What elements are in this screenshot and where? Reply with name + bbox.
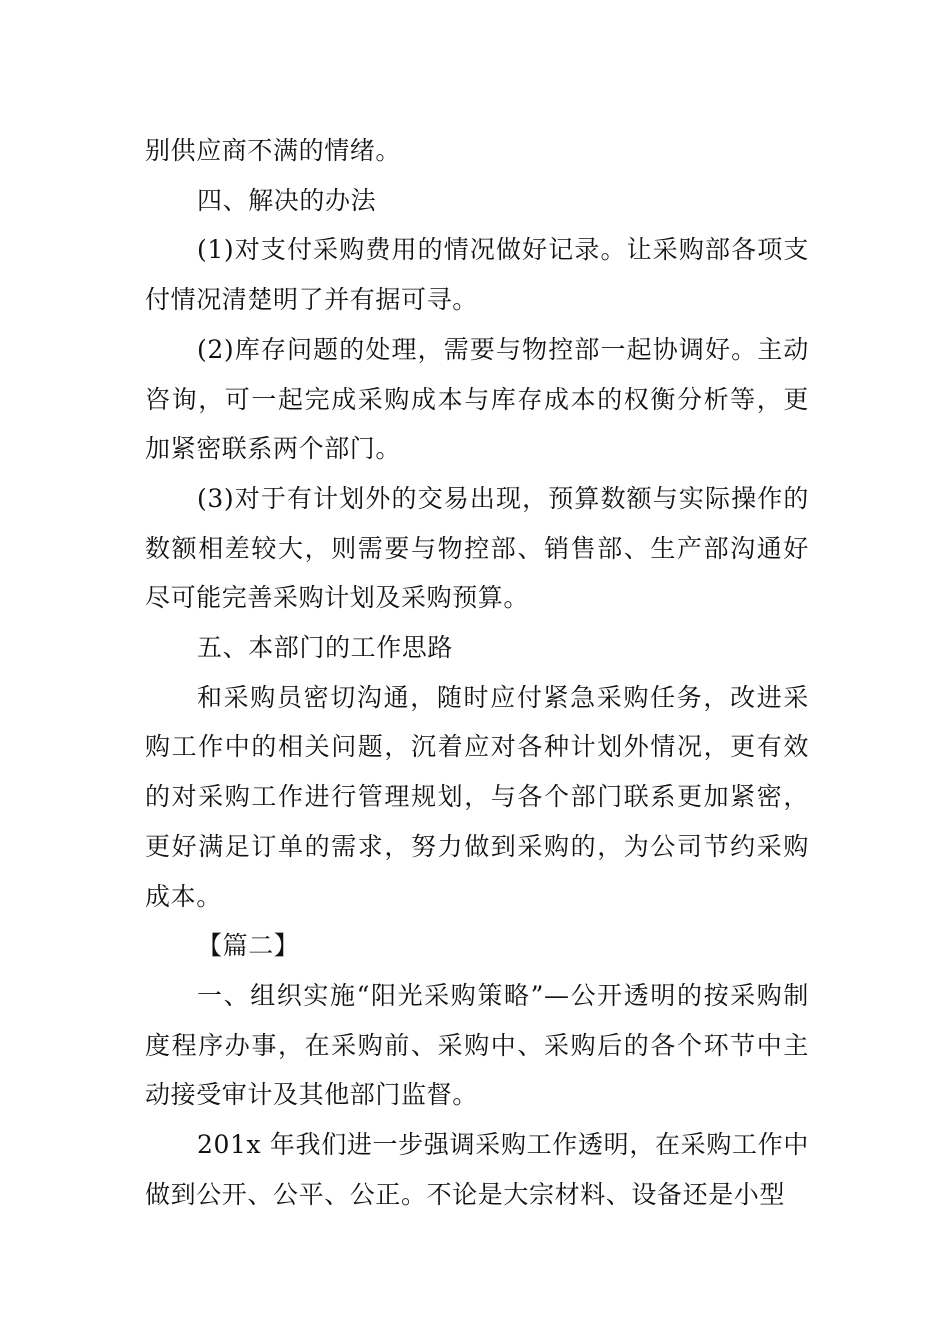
section-heading-work-ideas: 五、本部门的工作思路 — [197, 633, 454, 663]
document-body — [145, 126, 809, 1219]
paragraph-sunshine-procurement: 一、组织实施“阳光采购策略”—公开透明的按采购制度程序办事，在采购前、采购中、采购后的各个环节中主动接受审计及其他部门监督。 — [145, 980, 809, 1110]
paragraph-continuation: 别供应商不满的情绪。 — [145, 136, 402, 165]
part-two-heading: 【篇二】 — [197, 931, 300, 961]
paragraph-transparency: 201x 年我们进一步强调采购工作透明，在采购工作中做到公开、公平、公正。不论是大宗材料、设备还是小型 — [145, 1130, 809, 1209]
paragraph-work-ideas: 和采购员密切沟通，随时应付紧急采购任务，改进采购工作中的相关问题，沉着应对各种计划外情况，更有效的对采购工作进行管理规划，与各个部门联系更加紧密，更好满足订单的需求，努力做到采购的，为公司节约采购成本。 — [145, 682, 809, 911]
section-heading-solutions: 四、解决的办法 — [197, 185, 377, 215]
paragraph-item-2: (2)库存问题的处理，需要与物控部一起协调好。主动咨询，可一起完成采购成本与库存成本的权衡分析等，更加紧密联系两个部门。 — [145, 334, 809, 464]
paragraph-item-3: (3)对于有计划外的交易出现，预算数额与实际操作的数额相差较大，则需要与物控部、销售部、生产部沟通好尽可能完善采购计划及采购预算。 — [145, 483, 809, 613]
paragraph-item-1: (1)对支付采购费用的情况做好记录。让采购部各项支付情况清楚明了并有据可寻。 — [145, 235, 809, 315]
